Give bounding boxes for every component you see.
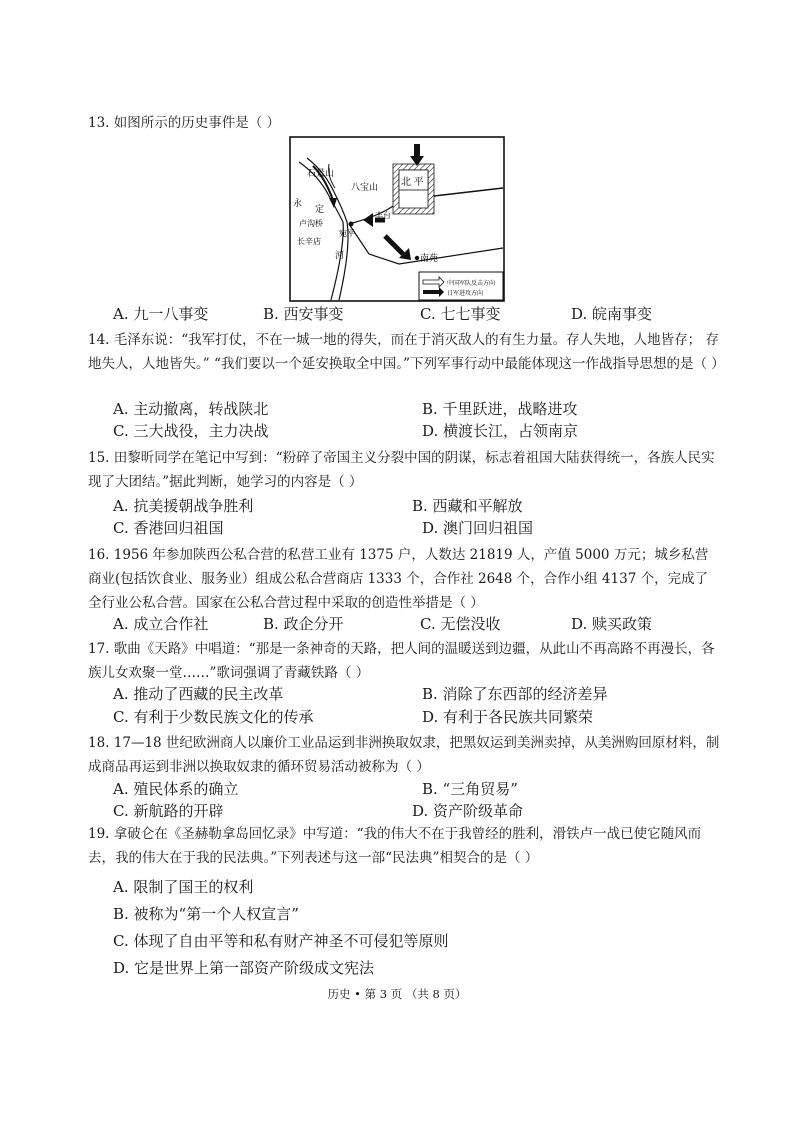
option-c[interactable]: C. 三大战役，主力决战: [113, 422, 269, 440]
historical-map: [289, 136, 505, 302]
option-d[interactable]: D. 皖南事变: [571, 305, 653, 323]
map-label-ding: 定: [315, 204, 325, 214]
option-c[interactable]: C. 有利于少数民族文化的传承: [113, 708, 314, 726]
option-a[interactable]: A. 主动撤离，转战陕北: [113, 400, 269, 418]
option-b[interactable]: B. 政企分开: [263, 615, 344, 633]
option-a[interactable]: A. 抗美援朝战争胜利: [113, 497, 254, 515]
option-c[interactable]: C. 七七事变: [420, 305, 501, 323]
question-stem: 14. 毛泽东说：“我军打仗，不在一城一地的得失，而在于消灭敌人的有生力量。存人失地，人地皆存； 存地失人，人地皆失。” “我们要以一个延安换取全中国。”下列军事行动中最能体现这一作战指导思想的是（ ）: [88, 332, 725, 372]
map-label-fengtai: 丰台: [375, 211, 391, 220]
option-c[interactable]: C. 新航路的开辟: [113, 802, 224, 820]
option-c[interactable]: C. 无偿没收: [420, 615, 501, 633]
option-d[interactable]: D. 它是世界上第一部资产阶级成文宪法: [113, 959, 375, 977]
question-stem: 15. 田黎昕同学在笔记中写到：“粉碎了帝国主义分裂中国的阴谋，标志着祖国大陆获得统一，各族人民实现了大团结。”据此判断，她学习的内容是（ ）: [88, 450, 715, 490]
option-a[interactable]: A. 九一八事变: [113, 305, 209, 323]
option-d[interactable]: D. 赎买政策: [571, 615, 653, 633]
question-stem: 16. 1956 年参加陕西公私合营的私营工业有 1375 户，人数达 21819 人，产值 5000 万元；城乡私营商业(包括饮食业、服务业）组成公私合营商店 1333 个，合作社 2648 个，合作小组 4137 个，完成了全行业公私合营。国家在公私合营过程中采取的创造性举措是（ ）: [88, 547, 709, 611]
map-label-yong: 永: [293, 198, 303, 208]
question-15: [88, 446, 720, 494]
option-b[interactable]: B. “三角贸易”: [422, 780, 518, 798]
question-16: [88, 543, 720, 615]
option-d[interactable]: D. 有利于各民族共同繁荣: [422, 708, 594, 726]
question-17: [88, 637, 720, 685]
option-a[interactable]: A. 殖民体系的确立: [113, 780, 239, 798]
option-d[interactable]: D. 横渡长江，占领南京: [422, 422, 579, 440]
option-b[interactable]: B. 西安事变: [263, 305, 344, 323]
page-footer: 历史 • 第 3 页 （共 8 页）: [327, 987, 467, 1001]
question-13: [88, 111, 720, 135]
option-d[interactable]: D. 资产阶级革命: [412, 802, 524, 820]
legend-china-label: 中国军队反击方向: [447, 281, 496, 287]
map-label-lugouqiao: 卢沟桥: [299, 219, 323, 228]
map-label-shijingshan: 石景山: [307, 168, 335, 178]
option-b[interactable]: B. 西藏和平解放: [412, 497, 523, 515]
legend-japan-label: 日军进攻方向: [447, 291, 484, 297]
question-stem: 17. 歌曲《天路》中唱道：“那是一条神奇的天路，把人间的温暖送到边疆，从此山不再高路不再漫长，各族儿女欢聚一堂……”歌词强调了青藏铁路（ ）: [88, 641, 715, 681]
map-label-beiping: 北 平: [401, 177, 424, 188]
map-label-he: 河: [335, 250, 345, 260]
map-label-wanping: 宛平: [339, 229, 355, 238]
option-a[interactable]: A. 成立合作社: [113, 615, 209, 633]
option-c[interactable]: C. 体现了自由平等和私有财产神圣不可侵犯等原则: [113, 932, 449, 950]
map-label-babaoshan: 八宝山: [351, 182, 379, 192]
map-label-changxindian: 长辛店: [297, 237, 321, 246]
map-label-nanyuan: 南苑: [420, 253, 439, 263]
option-a[interactable]: A. 推动了西藏的民主改革: [113, 685, 284, 703]
question-stem: 19. 拿破仑在《圣赫勒拿岛回忆录》中写道：“我的伟大不在于我曾经的胜利，滑铁卢一战已使它随风而去，我的伟大在于我的民法典。”下列表述与这一部“民法典”相契合的是（ ）: [88, 826, 702, 866]
option-c[interactable]: C. 香港回归祖国: [113, 519, 224, 537]
option-d[interactable]: D. 澳门回归祖国: [422, 519, 534, 537]
question-stem: 13. 如图所示的历史事件是（ ）: [88, 115, 281, 131]
option-a[interactable]: A. 限制了国王的权利: [113, 878, 254, 896]
option-b[interactable]: B. 消除了东西部的经济差异: [422, 685, 608, 703]
question-14: [88, 328, 725, 376]
question-stem: 18. 17—18 世纪欧洲商人以廉价工业品运到非洲换取奴隶，把黑奴运到美洲卖掉，从美洲购回原材料，制成商品再运到非洲以换取奴隶的循环贸易活动被称为（ ）: [88, 735, 720, 775]
option-b[interactable]: B. 千里跃进，战略进攻: [422, 400, 578, 418]
question-18: [88, 731, 720, 779]
question-19: [88, 822, 720, 870]
option-b[interactable]: B. 被称为“第一个人权宣言”: [113, 905, 299, 923]
